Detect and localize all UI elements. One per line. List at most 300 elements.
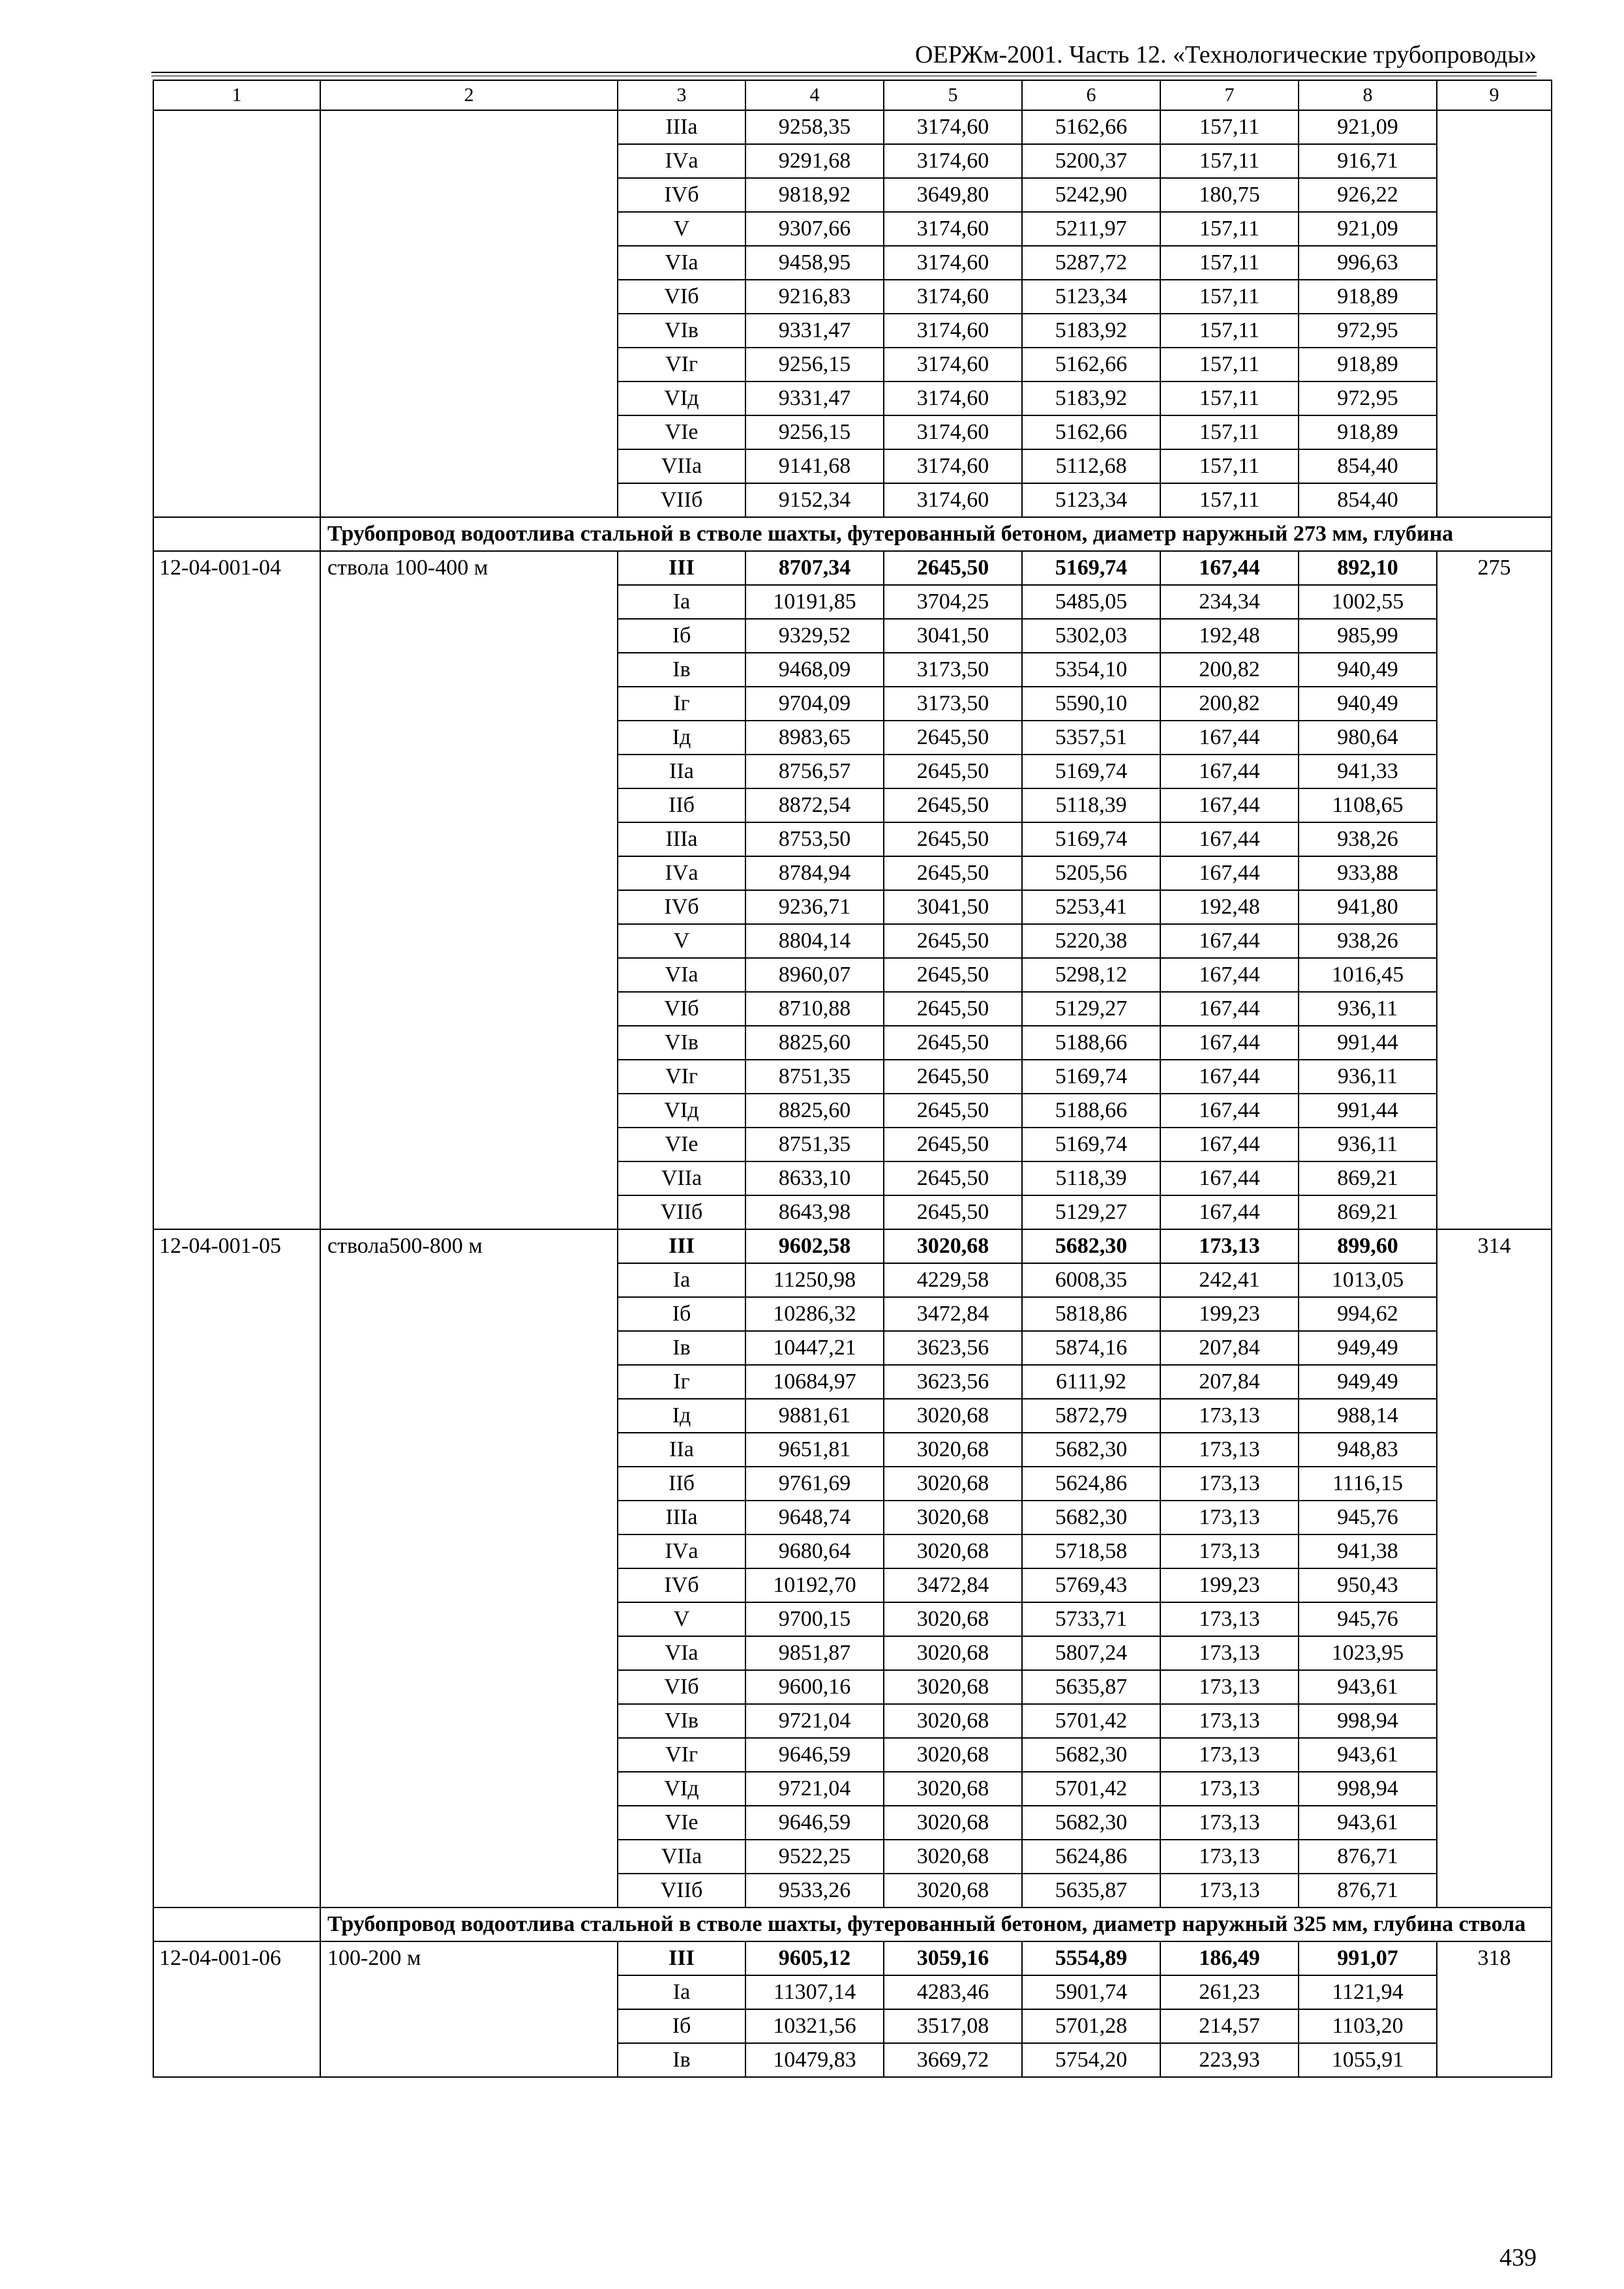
value-cell: 876,71 (1299, 1840, 1437, 1874)
rate-name (320, 2009, 618, 2043)
value-cell: 167,44 (1160, 1161, 1299, 1195)
value-cell: 5682,30 (1022, 1501, 1160, 1534)
value-cell: 167,44 (1160, 1060, 1299, 1094)
value-cell: 5874,16 (1022, 1331, 1160, 1365)
table-row (153, 483, 1552, 517)
value-cell: 9331,47 (745, 382, 884, 415)
value-cell: 948,83 (1299, 1433, 1437, 1467)
column-9-value (1437, 1670, 1552, 1704)
section-title-row (153, 1908, 1552, 1941)
zone-cell: VIб (618, 280, 745, 314)
section-title-spacer (153, 1908, 320, 1941)
value-cell: 11307,14 (745, 1975, 884, 2009)
rate-name (320, 619, 618, 653)
rate-code (153, 1161, 320, 1195)
value-cell: 943,61 (1299, 1806, 1437, 1840)
rate-code (153, 2009, 320, 2043)
value-cell: 9651,81 (745, 1433, 884, 1467)
value-cell: 167,44 (1160, 1128, 1299, 1161)
zone-cell: Iг (618, 1365, 745, 1399)
column-9-value (1437, 449, 1552, 483)
table-row (153, 687, 1552, 721)
value-cell: 167,44 (1160, 788, 1299, 822)
rate-code (153, 1060, 320, 1094)
value-cell: 3020,68 (884, 1501, 1022, 1534)
rate-name (320, 1094, 618, 1128)
value-cell: 3020,68 (884, 1636, 1022, 1670)
column-9-value (1437, 2043, 1552, 2077)
value-cell: 943,61 (1299, 1670, 1437, 1704)
table-row (153, 1975, 1552, 2009)
value-cell: 938,26 (1299, 924, 1437, 958)
value-cell: 3174,60 (884, 348, 1022, 382)
rate-code (153, 721, 320, 755)
column-9-value (1437, 1602, 1552, 1636)
value-cell: 998,94 (1299, 1772, 1437, 1806)
column-9-value (1437, 1874, 1552, 1908)
table-row (153, 348, 1552, 382)
column-9-value (1437, 992, 1552, 1026)
value-cell: 5682,30 (1022, 1229, 1160, 1263)
table-row (153, 653, 1552, 687)
rate-name (320, 382, 618, 415)
rate-code (153, 1128, 320, 1161)
value-cell: 9468,09 (745, 653, 884, 687)
zone-cell: IIIа (618, 110, 745, 144)
table-row (153, 1568, 1552, 1602)
rate-name (320, 1331, 618, 1365)
value-cell: 9646,59 (745, 1806, 884, 1840)
table-row (153, 822, 1552, 856)
zone-cell: VIа (618, 958, 745, 992)
table-row (153, 1806, 1552, 1840)
table-row (153, 1874, 1552, 1908)
value-cell: 5357,51 (1022, 721, 1160, 755)
column-number: 1 (153, 80, 320, 110)
rate-code (153, 178, 320, 212)
rate-name (320, 755, 618, 788)
table-row (153, 1026, 1552, 1060)
column-9-value (1437, 653, 1552, 687)
column-9-value (1437, 212, 1552, 246)
value-cell: 9881,61 (745, 1399, 884, 1433)
value-cell: 5129,27 (1022, 992, 1160, 1026)
value-cell: 3059,16 (884, 1941, 1022, 1975)
rate-code (153, 1704, 320, 1738)
table-row (153, 755, 1552, 788)
rate-code (153, 1772, 320, 1806)
table-row (153, 1738, 1552, 1772)
value-cell: 985,99 (1299, 619, 1437, 653)
column-9-value (1437, 246, 1552, 280)
value-cell: 207,84 (1160, 1365, 1299, 1399)
value-cell: 2645,50 (884, 1026, 1022, 1060)
value-cell: 5162,66 (1022, 348, 1160, 382)
value-cell: 192,48 (1160, 890, 1299, 924)
rate-name (320, 1297, 618, 1331)
value-cell: 2645,50 (884, 788, 1022, 822)
zone-cell: IIа (618, 755, 745, 788)
value-cell: 173,13 (1160, 1467, 1299, 1501)
rate-code (153, 2043, 320, 2077)
value-cell: 9256,15 (745, 415, 884, 449)
value-cell: 10191,85 (745, 585, 884, 619)
value-cell: 8872,54 (745, 788, 884, 822)
rate-code (153, 619, 320, 653)
value-cell: 5354,10 (1022, 653, 1160, 687)
value-cell: 2645,50 (884, 1195, 1022, 1229)
column-9-value (1437, 1840, 1552, 1874)
value-cell: 157,11 (1160, 483, 1299, 517)
zone-cell: VIб (618, 992, 745, 1026)
column-9-value (1437, 1094, 1552, 1128)
column-9-value (1437, 1195, 1552, 1229)
value-cell: 1108,65 (1299, 788, 1437, 822)
value-cell: 3020,68 (884, 1806, 1022, 1840)
zone-cell: III (618, 1941, 745, 1975)
value-cell: 5169,74 (1022, 755, 1160, 788)
table-row (153, 1467, 1552, 1501)
column-number-row (153, 80, 1552, 110)
column-9-value: 314 (1437, 1229, 1552, 1263)
value-cell: 5298,12 (1022, 958, 1160, 992)
zone-cell: IVб (618, 1568, 745, 1602)
column-9-value (1437, 483, 1552, 517)
value-cell: 9648,74 (745, 1501, 884, 1534)
table-row (153, 1365, 1552, 1399)
value-cell: 5682,30 (1022, 1433, 1160, 1467)
value-cell: 5590,10 (1022, 687, 1160, 721)
value-cell: 10321,56 (745, 2009, 884, 2043)
value-cell: 5901,74 (1022, 1975, 1160, 2009)
column-9-value (1437, 687, 1552, 721)
value-cell: 9307,66 (745, 212, 884, 246)
value-cell: 3020,68 (884, 1704, 1022, 1738)
table-row (153, 1602, 1552, 1636)
value-cell: 854,40 (1299, 483, 1437, 517)
table-row (153, 212, 1552, 246)
column-9-value (1437, 1501, 1552, 1534)
column-9-value (1437, 280, 1552, 314)
zone-cell: VIд (618, 382, 745, 415)
value-cell: 3174,60 (884, 110, 1022, 144)
value-cell: 4283,46 (884, 1975, 1022, 2009)
rate-name (320, 1128, 618, 1161)
zone-cell: Iв (618, 653, 745, 687)
value-cell: 9646,59 (745, 1738, 884, 1772)
rate-code (153, 1433, 320, 1467)
column-number: 2 (320, 80, 618, 110)
rate-code (153, 144, 320, 178)
column-9-value (1437, 619, 1552, 653)
value-cell: 3041,50 (884, 619, 1022, 653)
table-row (153, 1670, 1552, 1704)
column-9-value: 318 (1437, 1941, 1552, 1975)
zone-cell: VIг (618, 348, 745, 382)
value-cell: 200,82 (1160, 687, 1299, 721)
rate-name (320, 653, 618, 687)
column-9-value (1437, 415, 1552, 449)
value-cell: 9256,15 (745, 348, 884, 382)
value-cell: 173,13 (1160, 1806, 1299, 1840)
zone-cell: IIб (618, 1467, 745, 1501)
table-row (153, 280, 1552, 314)
value-cell: 2645,50 (884, 1128, 1022, 1161)
column-9-value (1437, 856, 1552, 890)
value-cell: 167,44 (1160, 1026, 1299, 1060)
value-cell: 2645,50 (884, 1060, 1022, 1094)
value-cell: 9458,95 (745, 246, 884, 280)
table-row (153, 415, 1552, 449)
value-cell: 173,13 (1160, 1602, 1299, 1636)
value-cell: 5188,66 (1022, 1094, 1160, 1128)
value-cell: 10192,70 (745, 1568, 884, 1602)
column-9-value (1437, 1636, 1552, 1670)
zone-cell: IIIа (618, 1501, 745, 1534)
rate-name (320, 178, 618, 212)
value-cell: 5169,74 (1022, 1060, 1160, 1094)
value-cell: 9141,68 (745, 449, 884, 483)
table-row (153, 1433, 1552, 1467)
value-cell: 892,10 (1299, 551, 1437, 585)
rate-name (320, 1704, 618, 1738)
rate-code: 12-04-001-06 (153, 1941, 320, 1975)
rate-code (153, 449, 320, 483)
rate-name (320, 246, 618, 280)
value-cell: 8751,35 (745, 1128, 884, 1161)
rate-name (320, 1602, 618, 1636)
value-cell: 980,64 (1299, 721, 1437, 755)
value-cell: 186,49 (1160, 1941, 1299, 1975)
rate-name (320, 144, 618, 178)
value-cell: 9605,12 (745, 1941, 884, 1975)
value-cell: 5754,20 (1022, 2043, 1160, 2077)
value-cell: 5118,39 (1022, 788, 1160, 822)
rate-name (320, 1975, 618, 2009)
rate-code (153, 755, 320, 788)
zone-cell: Iб (618, 1297, 745, 1331)
zone-cell: VIа (618, 1636, 745, 1670)
zone-cell: V (618, 924, 745, 958)
zone-cell: VIа (618, 246, 745, 280)
value-cell: 921,09 (1299, 212, 1437, 246)
value-cell: 8825,60 (745, 1094, 884, 1128)
value-cell: 3174,60 (884, 415, 1022, 449)
column-9-value (1437, 1738, 1552, 1772)
value-cell: 3704,25 (884, 585, 1022, 619)
rate-name (320, 1433, 618, 1467)
rate-name (320, 1534, 618, 1568)
value-cell: 11250,98 (745, 1263, 884, 1297)
value-cell: 9721,04 (745, 1704, 884, 1738)
value-cell: 936,11 (1299, 1060, 1437, 1094)
zone-cell: IVа (618, 1534, 745, 1568)
table-row (153, 992, 1552, 1026)
value-cell: 223,93 (1160, 2043, 1299, 2077)
column-9-value (1437, 1568, 1552, 1602)
value-cell: 5624,86 (1022, 1467, 1160, 1501)
table-row (153, 1331, 1552, 1365)
value-cell: 167,44 (1160, 856, 1299, 890)
zone-cell: III (618, 1229, 745, 1263)
rate-code (153, 788, 320, 822)
zone-cell: VIв (618, 1026, 745, 1060)
column-9-value (1437, 958, 1552, 992)
value-cell: 5682,30 (1022, 1806, 1160, 1840)
value-cell: 8751,35 (745, 1060, 884, 1094)
table-row (153, 1229, 1552, 1263)
value-cell: 9533,26 (745, 1874, 884, 1908)
value-cell: 3020,68 (884, 1670, 1022, 1704)
rate-name (320, 483, 618, 517)
rate-code (153, 1534, 320, 1568)
zone-cell: VIе (618, 415, 745, 449)
table-row (153, 1161, 1552, 1195)
column-number: 4 (745, 80, 884, 110)
rate-code (153, 1840, 320, 1874)
table-row (153, 958, 1552, 992)
rate-code (153, 585, 320, 619)
column-9-value: 275 (1437, 551, 1552, 585)
value-cell: 991,07 (1299, 1941, 1437, 1975)
rate-code (153, 1263, 320, 1297)
zone-cell: VIIб (618, 1195, 745, 1229)
column-9-value (1437, 755, 1552, 788)
value-cell: 200,82 (1160, 653, 1299, 687)
table-row (153, 1636, 1552, 1670)
value-cell: 2645,50 (884, 822, 1022, 856)
value-cell: 5872,79 (1022, 1399, 1160, 1433)
rate-code (153, 314, 320, 348)
value-cell: 5242,90 (1022, 178, 1160, 212)
value-cell: 3472,84 (884, 1568, 1022, 1602)
value-cell: 5183,92 (1022, 314, 1160, 348)
value-cell: 167,44 (1160, 958, 1299, 992)
column-number: 6 (1022, 80, 1160, 110)
value-cell: 8643,98 (745, 1195, 884, 1229)
value-cell: 918,89 (1299, 348, 1437, 382)
rate-code (153, 1501, 320, 1534)
rate-code (153, 1094, 320, 1128)
value-cell: 933,88 (1299, 856, 1437, 890)
rate-name (320, 280, 618, 314)
table-row (153, 1195, 1552, 1229)
value-cell: 3174,60 (884, 280, 1022, 314)
zone-cell: VIе (618, 1806, 745, 1840)
value-cell: 9258,35 (745, 110, 884, 144)
table-row (153, 110, 1552, 144)
value-cell: 943,61 (1299, 1738, 1437, 1772)
value-cell: 173,13 (1160, 1874, 1299, 1908)
rate-code (153, 1806, 320, 1840)
zone-cell: Iд (618, 721, 745, 755)
value-cell: 9522,25 (745, 1840, 884, 1874)
value-cell: 9602,58 (745, 1229, 884, 1263)
value-cell: 3020,68 (884, 1874, 1022, 1908)
value-cell: 1016,45 (1299, 958, 1437, 992)
zone-cell: VIIа (618, 1840, 745, 1874)
rate-code (153, 1602, 320, 1636)
rate-name (320, 1467, 618, 1501)
value-cell: 5485,05 (1022, 585, 1160, 619)
value-cell: 941,33 (1299, 755, 1437, 788)
value-cell: 180,75 (1160, 178, 1299, 212)
value-cell: 167,44 (1160, 755, 1299, 788)
value-cell: 899,60 (1299, 1229, 1437, 1263)
table-row (153, 382, 1552, 415)
column-9-value (1437, 788, 1552, 822)
rate-name (320, 2043, 618, 2077)
rate-code (153, 958, 320, 992)
value-cell: 234,34 (1160, 585, 1299, 619)
rate-code (153, 415, 320, 449)
value-cell: 940,49 (1299, 653, 1437, 687)
rate-name (320, 314, 618, 348)
column-9-value (1437, 924, 1552, 958)
column-number: 9 (1437, 80, 1552, 110)
value-cell: 5769,43 (1022, 1568, 1160, 1602)
value-cell: 9291,68 (745, 144, 884, 178)
value-cell: 173,13 (1160, 1636, 1299, 1670)
rate-name (320, 110, 618, 144)
value-cell: 3020,68 (884, 1433, 1022, 1467)
rate-name (320, 1399, 618, 1433)
rate-code (153, 1568, 320, 1602)
table-row (153, 1399, 1552, 1433)
column-9-value (1437, 890, 1552, 924)
value-cell: 3020,68 (884, 1467, 1022, 1501)
value-cell: 10447,21 (745, 1331, 884, 1365)
value-cell: 869,21 (1299, 1161, 1437, 1195)
value-cell: 173,13 (1160, 1670, 1299, 1704)
value-cell: 3041,50 (884, 890, 1022, 924)
value-cell: 5188,66 (1022, 1026, 1160, 1060)
value-cell: 936,11 (1299, 1128, 1437, 1161)
value-cell: 950,43 (1299, 1568, 1437, 1602)
value-cell: 8784,94 (745, 856, 884, 890)
rate-code (153, 687, 320, 721)
value-cell: 918,89 (1299, 415, 1437, 449)
value-cell: 2645,50 (884, 992, 1022, 1026)
value-cell: 5807,24 (1022, 1636, 1160, 1670)
rate-code (153, 348, 320, 382)
zone-cell: VIв (618, 1704, 745, 1738)
value-cell: 5624,86 (1022, 1840, 1160, 1874)
table-row (153, 246, 1552, 280)
zone-cell: Iа (618, 585, 745, 619)
value-cell: 3020,68 (884, 1602, 1022, 1636)
table-row (153, 619, 1552, 653)
value-cell: 167,44 (1160, 1094, 1299, 1128)
table-row (153, 1704, 1552, 1738)
table-row (153, 721, 1552, 755)
column-9-value (1437, 1128, 1552, 1161)
rate-code (153, 110, 320, 144)
value-cell: 2645,50 (884, 1094, 1022, 1128)
rate-code (153, 280, 320, 314)
rate-name (320, 1263, 618, 1297)
section-title-row (153, 517, 1552, 551)
zone-cell: III (618, 551, 745, 585)
rate-code (153, 992, 320, 1026)
value-cell: 5205,56 (1022, 856, 1160, 890)
table-row (153, 551, 1552, 585)
zone-cell: IIIа (618, 822, 745, 856)
rate-name (320, 415, 618, 449)
value-cell: 5169,74 (1022, 822, 1160, 856)
column-9-value (1437, 1399, 1552, 1433)
rate-name (320, 1874, 618, 1908)
